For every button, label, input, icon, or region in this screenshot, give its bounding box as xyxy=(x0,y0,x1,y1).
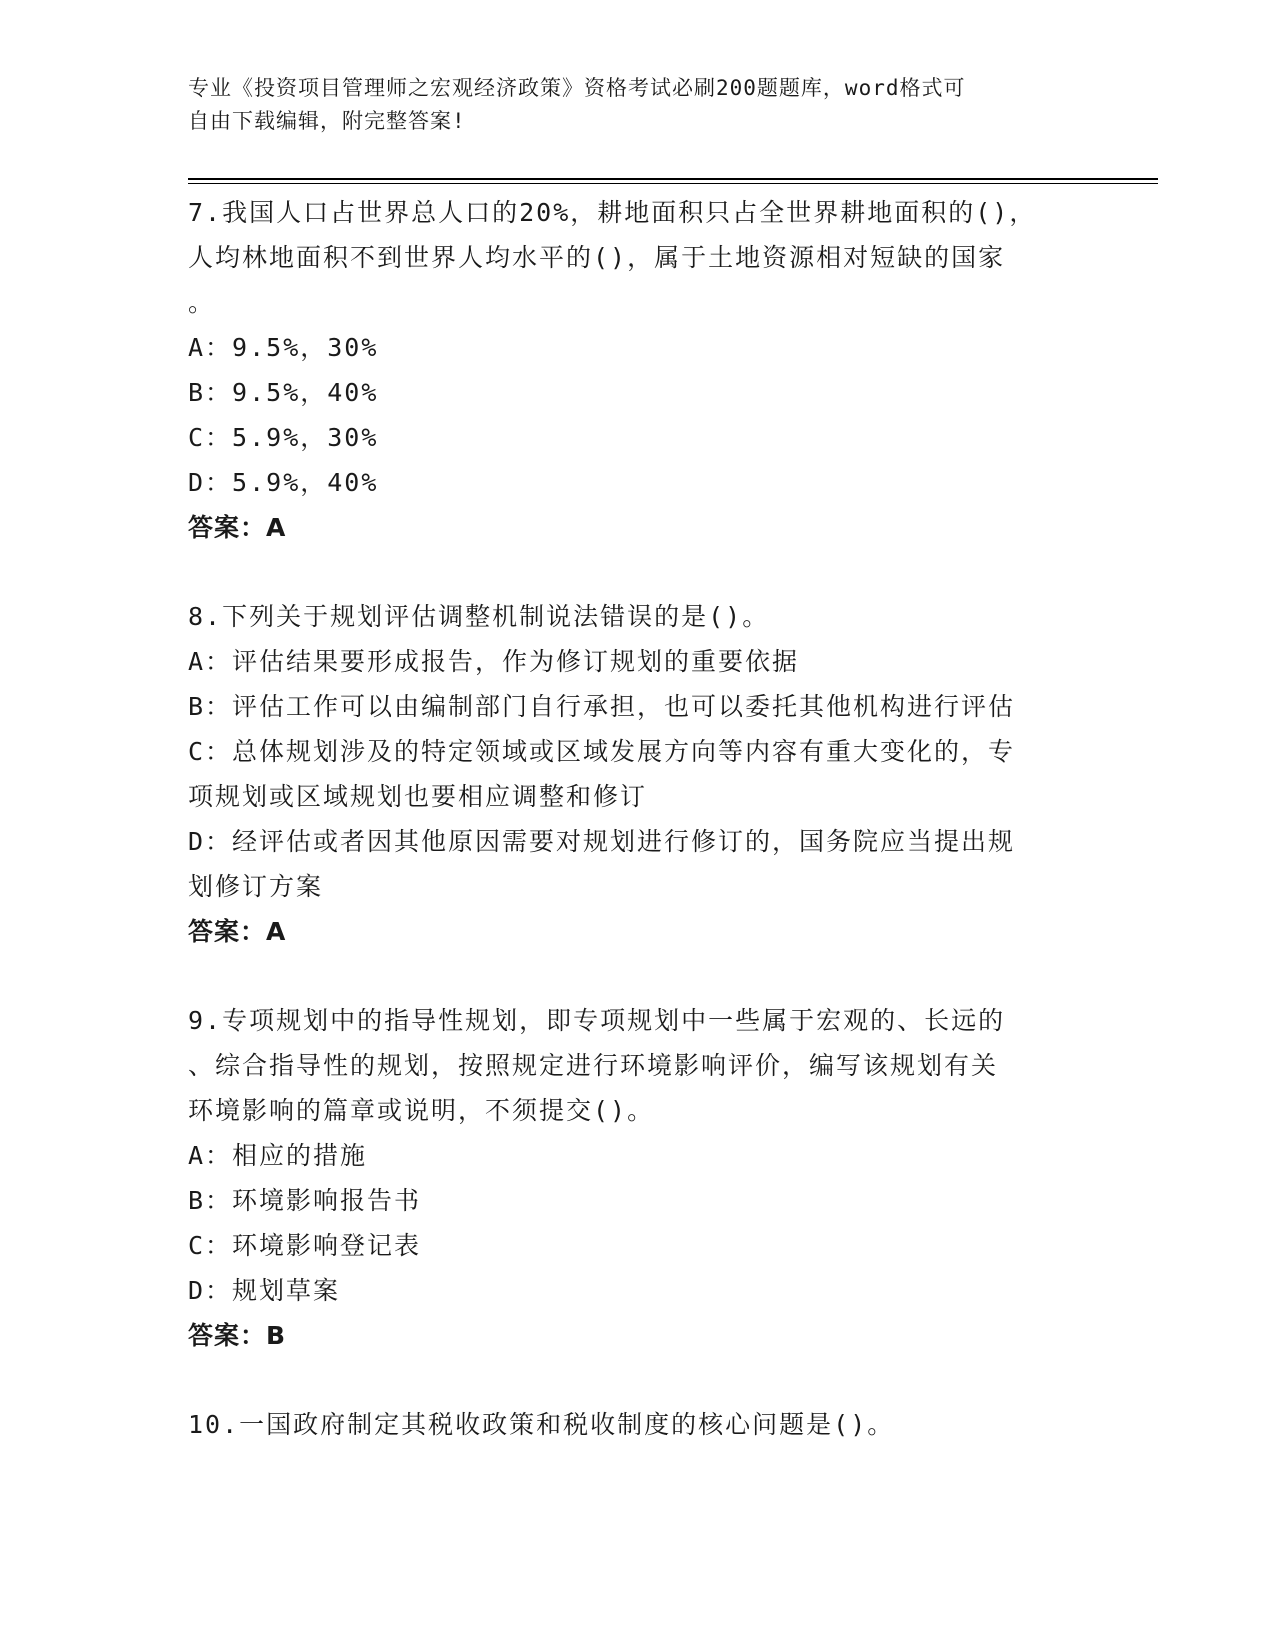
option-a: A：9.5%，30% xyxy=(188,333,379,362)
header-rule-thin xyxy=(188,183,1158,184)
option-b: B：9.5%，40% xyxy=(188,378,379,407)
header-line-1: 专业《投资项目管理师之宏观经济政策》资格考试必刷200题题库，word格式可 xyxy=(188,76,966,100)
option-b: B：评估工作可以由编制部门自行承担，也可以委托其他机构进行评估 xyxy=(188,692,1016,721)
option-c: C：5.9%，30% xyxy=(188,423,379,452)
option-d: D：规划草案 xyxy=(188,1276,341,1305)
question-stem-line: 10.一国政府制定其税收政策和税收制度的核心问题是()。 xyxy=(188,1410,895,1439)
option-c-continued: 项规划或区域规划也要相应调整和修订 xyxy=(188,782,648,811)
question-stem-line: 7.我国人口占世界总人口的20%，耕地面积只占全世界耕地面积的()， xyxy=(188,198,1037,227)
document-header xyxy=(188,72,1068,138)
question-stem-line: 人均林地面积不到世界人均水平的()，属于土地资源相对短缺的国家 xyxy=(188,243,1006,272)
question-stem-line: 9.专项规划中的指导性规划，即专项规划中一些属于宏观的、长远的 xyxy=(188,1006,1006,1035)
header-line-2: 自由下载编辑，附完整答案! xyxy=(188,109,466,133)
option-a: A：相应的措施 xyxy=(188,1141,368,1170)
option-a: A：评估结果要形成报告，作为修订规划的重要依据 xyxy=(188,647,800,676)
option-d: D：经评估或者因其他原因需要对规划进行修订的，国务院应当提出规 xyxy=(188,827,1016,856)
option-c: C：环境影响登记表 xyxy=(188,1231,422,1260)
header-rule-thick xyxy=(188,178,1158,180)
option-c: C：总体规划涉及的特定领域或区域发展方向等内容有重大变化的，专 xyxy=(188,737,1016,766)
question-10 xyxy=(188,1402,1088,1447)
option-d: D：5.9%，40% xyxy=(188,468,379,497)
question-8 xyxy=(188,594,1088,954)
question-stem-line: 、综合指导性的规划，按照规定进行环境影响评价，编写该规划有关 xyxy=(188,1051,999,1080)
option-b: B：环境影响报告书 xyxy=(188,1186,422,1215)
question-9 xyxy=(188,998,1088,1358)
question-stem-line: 环境影响的篇章或说明，不须提交()。 xyxy=(188,1096,655,1125)
answer-label: 答案：A xyxy=(188,513,287,542)
answer-label: 答案：B xyxy=(188,1321,287,1350)
question-stem-line: 8.下列关于规划评估调整机制说法错误的是()。 xyxy=(188,602,770,631)
question-7 xyxy=(188,190,1088,550)
answer-label: 答案：A xyxy=(188,917,287,946)
question-list xyxy=(188,190,1088,1447)
question-stem-line: 。 xyxy=(188,288,216,317)
option-d-continued: 划修订方案 xyxy=(188,872,324,901)
